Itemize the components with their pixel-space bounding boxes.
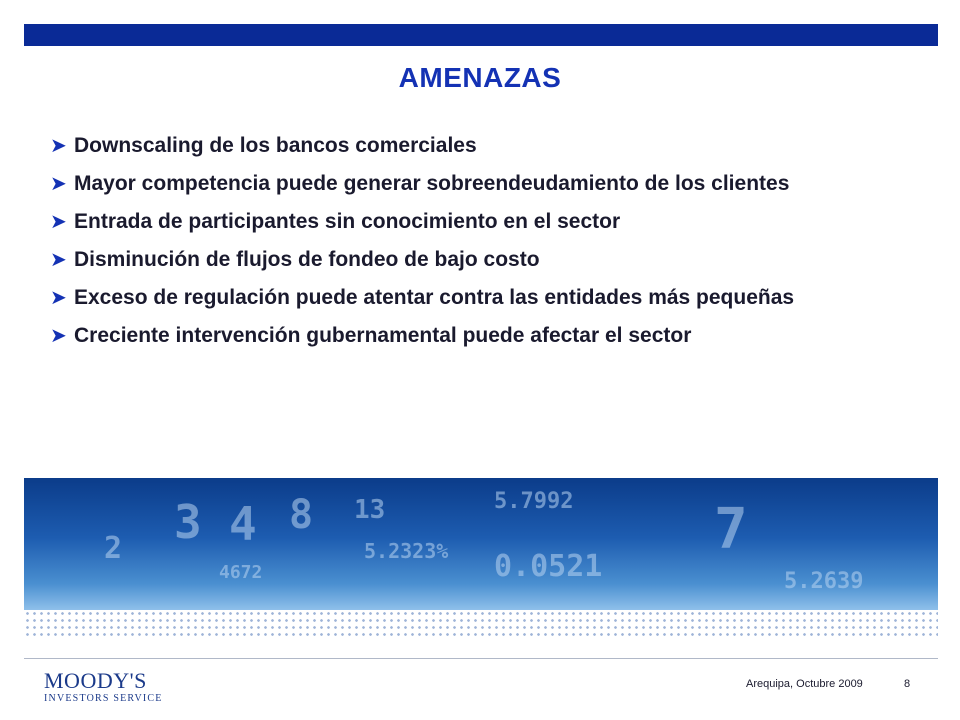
banner-number: 2 [104, 531, 123, 566]
banner-number: 8 [289, 492, 314, 538]
bullet-list [50, 132, 900, 360]
logo-wordmark: MOODY'S [44, 668, 147, 693]
banner-number: 5.2639 [784, 569, 864, 594]
bullet-text: Disminución de flujos de fondeo de bajo costo [74, 248, 540, 271]
bullet-item [50, 284, 900, 312]
bullet-item [50, 208, 900, 236]
arrow-bullet-icon: ➤ [50, 287, 67, 309]
footer-divider [24, 658, 938, 659]
arrow-bullet-icon: ➤ [50, 249, 67, 271]
banner-number: 4672 [219, 562, 263, 583]
banner-graphic [24, 478, 938, 610]
top-header-bar [24, 24, 938, 46]
slide-title: AMENAZAS [398, 62, 562, 93]
page-number: 8 [904, 678, 911, 690]
arrow-bullet-icon: ➤ [50, 173, 67, 195]
bullet-text: Mayor competencia puede generar sobreendeudamiento de los clientes [74, 172, 790, 195]
bullet-item [50, 132, 900, 160]
banner-number: 3 [174, 495, 202, 549]
bullet-item [50, 170, 900, 198]
banner-number: 5.7992 [494, 489, 574, 514]
bullet-text: Exceso de regulación puede atentar contra las entidades más pequeñas [74, 286, 795, 309]
arrow-bullet-icon: ➤ [50, 325, 67, 347]
footer-location-date: Arequipa, Octubre 2009 [746, 678, 863, 690]
banner-number: 5.2323% [364, 539, 449, 563]
bullet-item [50, 322, 900, 350]
banner-number: 0.0521 [494, 549, 603, 584]
banner-number: 13 [354, 495, 386, 525]
banner-number: 4 [229, 497, 257, 551]
bullet-text: Entrada de participantes sin conocimiento en el sector [74, 210, 621, 233]
arrow-bullet-icon: ➤ [50, 135, 67, 157]
decorative-numbers-banner [24, 478, 938, 610]
banner-number: 7 [714, 497, 748, 562]
dot-pattern-divider [24, 610, 938, 636]
bullet-text: Downscaling de los bancos comerciales [74, 134, 477, 157]
moodys-logo [44, 670, 163, 706]
bullet-text: Creciente intervención gubernamental puede afectar el sector [74, 324, 692, 347]
logo-subtitle: INVESTORS SERVICE [44, 693, 163, 704]
arrow-bullet-icon: ➤ [50, 211, 67, 233]
bullet-item [50, 246, 900, 274]
